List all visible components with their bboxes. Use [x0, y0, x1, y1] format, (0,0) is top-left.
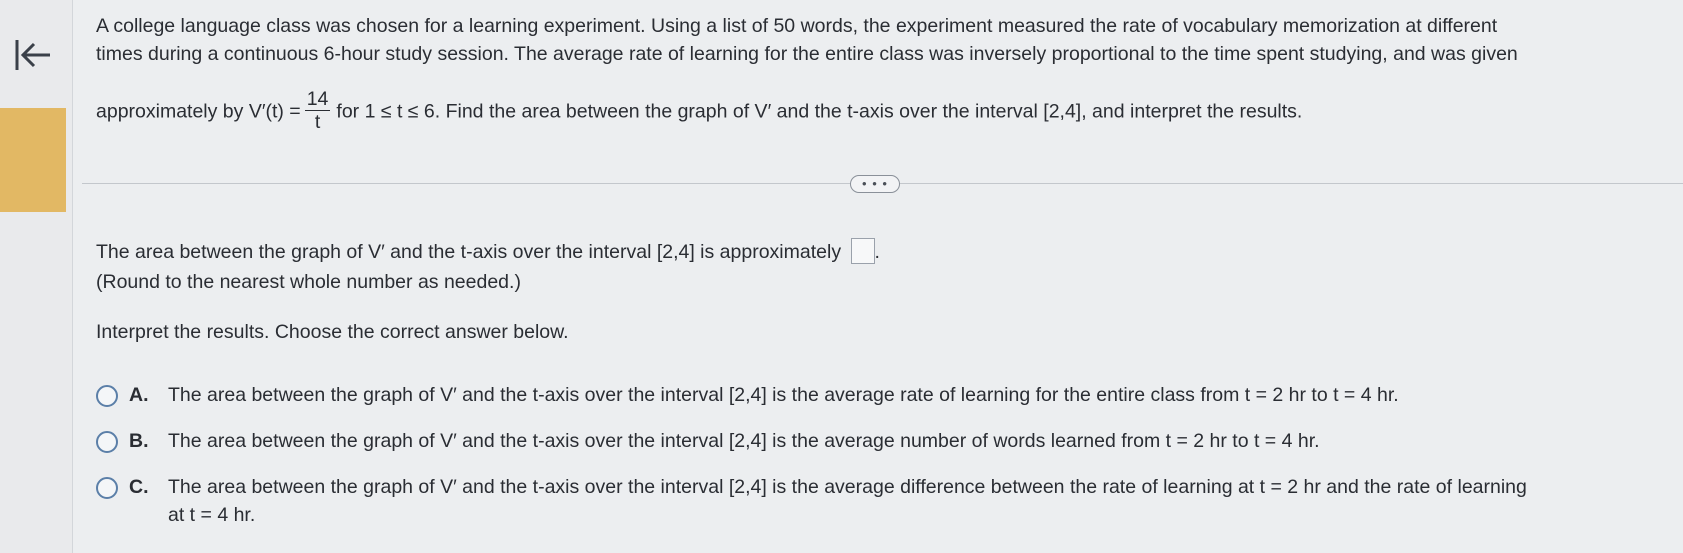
question-panel: [96, 0, 1676, 553]
sidebar: [0, 0, 73, 553]
question-text-line-3: [96, 90, 1302, 135]
question-indicator-tab[interactable]: [0, 108, 66, 212]
option-text-continued: at t = 4 hr.: [168, 504, 256, 526]
rounding-note: (Round to the nearest whole number as needed.): [96, 271, 521, 293]
question-text-before-fraction: approximately by V′(t) =: [96, 100, 301, 123]
question-text-line-1: A college language class was chosen for a learning experiment. Using a list of 50 words, the experiment measured the rate of vocabulary memorization at different: [96, 15, 1498, 37]
answer-input[interactable]: [851, 238, 875, 264]
interpret-prompt: Interpret the results. Choose the correct answer below.: [96, 321, 569, 343]
option-letter: C.: [129, 476, 149, 498]
answer-suffix: .: [874, 241, 880, 263]
fraction: [305, 88, 331, 133]
radio-button-b[interactable]: [96, 431, 118, 453]
option-text: The area between the graph of V′ and the t-axis over the interval [2,4] is the average difference between the rate of learning at t = 2 hr and the rate of learning: [168, 476, 1527, 498]
option-text: The area between the graph of V′ and the t-axis over the interval [2,4] is the average number of words learned from t = 2 hr to t = 4 hr.: [168, 430, 1320, 452]
answer-prompt: The area between the graph of V′ and the t-axis over the interval [2,4] is approximately: [96, 241, 842, 263]
option-letter: B.: [129, 430, 149, 452]
collapse-left-arrow-icon: [12, 34, 54, 76]
option-letter: A.: [129, 384, 149, 406]
expand-more-button[interactable]: • • •: [850, 175, 900, 193]
radio-button-c[interactable]: [96, 477, 118, 499]
fraction-denominator: t: [314, 111, 321, 133]
option-b[interactable]: [96, 427, 1656, 455]
radio-button-a[interactable]: [96, 385, 118, 407]
option-a[interactable]: [96, 381, 1656, 409]
question-text-line-2: times during a continuous 6-hour study session. The average rate of learning for the entire class was inversely proportional to the time spent studying, and was given: [96, 43, 1518, 65]
question-text-after-fraction: for 1 ≤ t ≤ 6. Find the area between the graph of V′ and the t-axis over the interval [2,4], and interpret the results.: [336, 100, 1303, 123]
collapse-button[interactable]: [8, 30, 58, 80]
fraction-numerator: 14: [306, 88, 329, 110]
answer-line: [96, 238, 880, 266]
option-c[interactable]: [96, 473, 1676, 531]
option-text: The area between the graph of V′ and the t-axis over the interval [2,4] is the average rate of learning for the entire class from t = 2 hr to t = 4 hr.: [168, 384, 1399, 406]
